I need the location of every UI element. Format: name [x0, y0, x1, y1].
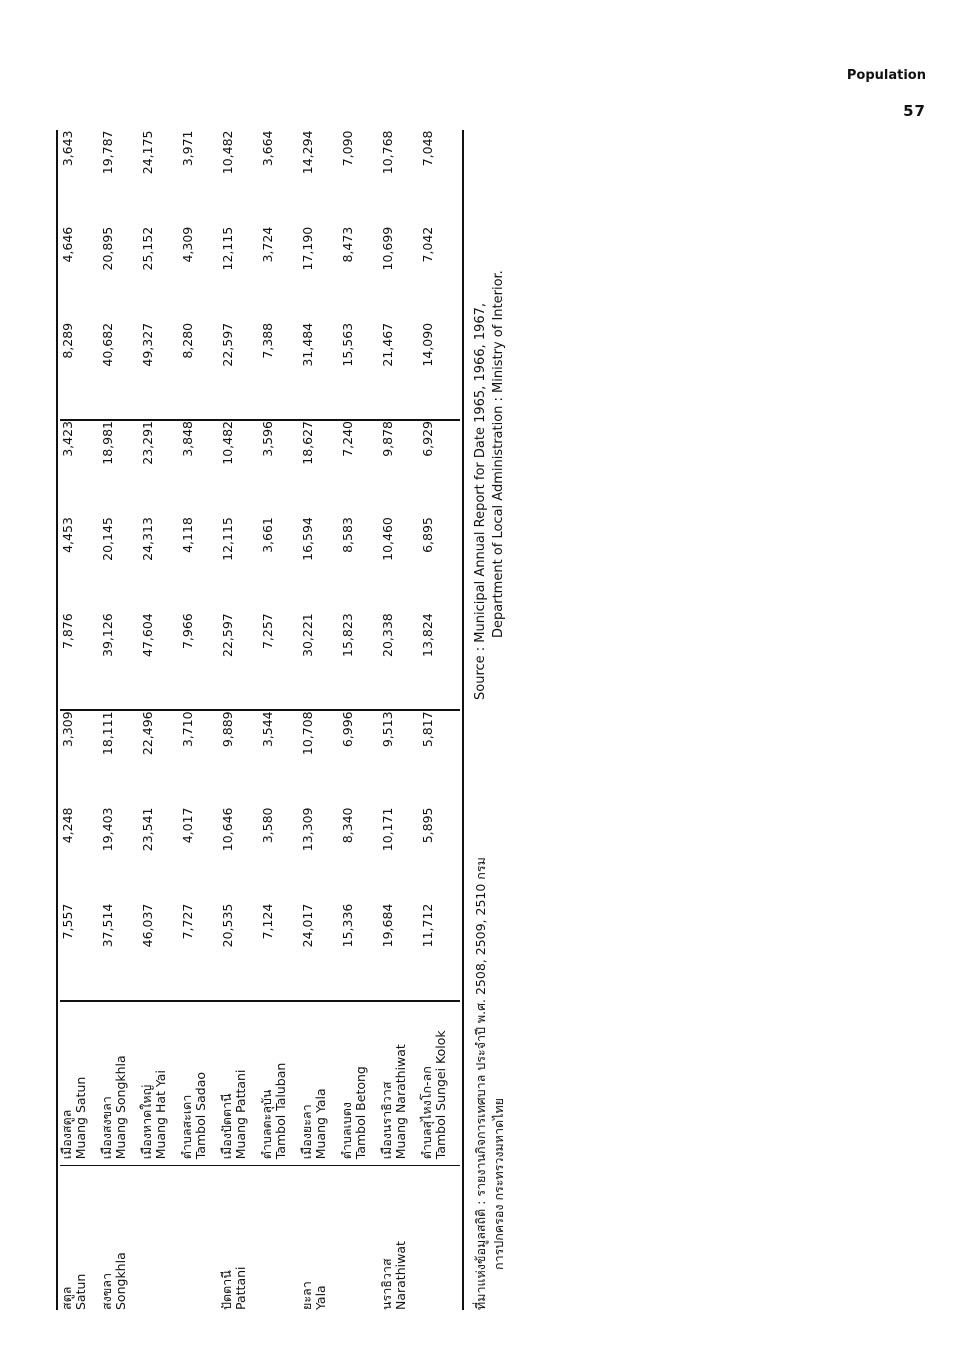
table-row	[300, 131, 340, 1311]
value-cell: 7,727	[180, 904, 220, 1001]
value-cell: 22,597	[220, 323, 260, 420]
value-cell: 15,563	[340, 323, 380, 420]
value-cell: 9,513	[380, 711, 395, 748]
value-cell: 13,309	[300, 807, 315, 852]
value-cell: 7,240	[340, 420, 355, 457]
value-cell: 6,929	[420, 420, 435, 457]
province-cell	[340, 1166, 380, 1310]
municipality-cell	[420, 1001, 460, 1166]
value-cell: 12,115	[220, 226, 235, 271]
municipality-name-thai: ตำบลสะเดา	[179, 1094, 194, 1160]
value-cell: 18,627	[300, 420, 315, 465]
value-cell: 20,535	[220, 904, 260, 1001]
value-cell: 18,981	[100, 420, 115, 465]
value-cell: 22,496	[140, 711, 155, 756]
province-cell	[420, 1166, 460, 1310]
municipality-cell	[340, 1001, 380, 1166]
value-cell: 11,712	[420, 904, 460, 1001]
page-number: 57	[903, 102, 926, 120]
value-cell: 3,580	[260, 807, 275, 844]
municipality-cell	[220, 1001, 260, 1166]
value-cell: 4,453	[60, 517, 75, 553]
province-name-thai: ปัตตานี	[219, 1270, 234, 1310]
value-cell: 12,115	[220, 517, 235, 561]
value-cell: 7,388	[260, 323, 300, 420]
value-cell: 3,544	[260, 711, 275, 748]
municipality-cell	[180, 1001, 220, 1166]
table-row	[380, 131, 420, 1311]
table-row	[420, 131, 460, 1311]
municipality-cell	[260, 1001, 300, 1166]
municipality-name-thai: เมืองนราธิวาส	[379, 1081, 394, 1160]
value-cell: 7,257	[260, 613, 300, 710]
province-cell	[60, 1166, 100, 1310]
value-cell: 7,557	[60, 904, 100, 1001]
municipality-name-thai: เมืองยะลา	[299, 1104, 314, 1160]
value-cell: 20,338	[380, 613, 420, 710]
province-cell	[300, 1166, 340, 1310]
value-cell: 49,327	[140, 323, 180, 420]
value-cell: 25,152	[140, 226, 155, 271]
province-cell	[260, 1166, 300, 1310]
value-cell: 4,118	[180, 517, 195, 553]
value-cell: 3,643	[60, 130, 75, 167]
value-cell: 3,710	[180, 711, 195, 748]
value-cell: 21,467	[380, 323, 420, 420]
value-cell: 9,878	[380, 420, 395, 457]
page-running-title: Population	[846, 68, 926, 83]
value-cell: 20,145	[100, 517, 115, 561]
municipality-cell	[140, 1001, 180, 1166]
value-cell: 8,280	[180, 323, 220, 420]
value-cell: 22,597	[220, 613, 260, 710]
value-cell: 46,037	[140, 904, 180, 1001]
province-name-english: Songkhla	[113, 1252, 128, 1310]
municipality-name-thai: เมืองสงขลา	[99, 1096, 114, 1160]
value-cell: 23,541	[140, 807, 155, 852]
value-cell: 3,423	[60, 420, 75, 457]
value-cell: 19,403	[100, 807, 115, 852]
value-cell: 7,042	[420, 226, 435, 263]
value-cell: 10,646	[220, 807, 235, 852]
value-cell: 3,664	[260, 130, 275, 167]
province-name-thai: ยะลา	[299, 1281, 314, 1310]
municipality-name-thai: เมืองปัตตานี	[219, 1093, 234, 1160]
table-row	[180, 131, 220, 1311]
municipality-cell	[380, 1001, 420, 1166]
table-row	[340, 131, 380, 1311]
value-cell: 3,848	[180, 420, 195, 457]
municipality-name-thai: เมืองหาดใหญ่	[139, 1084, 154, 1160]
source-note-thai	[472, 857, 508, 1310]
population-table	[60, 130, 460, 1310]
value-cell: 4,309	[180, 226, 195, 263]
value-cell: 30,221	[300, 613, 340, 710]
value-cell: 10,460	[380, 517, 395, 561]
municipality-name-thai: ตำบลสุไหงโก-ลก	[419, 1066, 434, 1160]
table-row	[100, 131, 140, 1311]
value-cell: 3,971	[180, 130, 195, 167]
province-cell	[140, 1166, 180, 1310]
value-cell: 10,171	[380, 807, 395, 852]
source-thai-line-2: การปกครอง กระทรวงมหาดไทย	[491, 1097, 506, 1270]
municipality-name-english: Tambol Betong	[353, 1066, 368, 1160]
province-cell	[380, 1166, 420, 1310]
value-cell: 16,594	[300, 517, 315, 561]
value-cell: 9,889	[220, 711, 235, 748]
value-cell: 31,484	[300, 323, 340, 420]
value-cell: 5,817	[420, 711, 435, 748]
province-name-english: Pattani	[233, 1266, 248, 1310]
value-cell: 47,604	[140, 613, 180, 710]
value-cell: 10,708	[300, 711, 315, 756]
province-cell	[180, 1166, 220, 1310]
value-cell: 14,294	[300, 130, 315, 175]
value-cell: 7,876	[60, 613, 100, 710]
value-cell: 20,895	[100, 226, 115, 271]
value-cell: 40,682	[100, 323, 140, 420]
value-cell: 5,895	[420, 807, 435, 844]
municipality-name-english: Tambol Sungei Kolok	[433, 1030, 448, 1160]
province-name-thai: นราธิวาส	[379, 1258, 394, 1310]
value-cell: 17,190	[300, 226, 315, 271]
province-name-thai: สงขลา	[99, 1273, 114, 1310]
value-cell: 8,289	[60, 323, 100, 420]
value-cell: 8,473	[340, 226, 355, 263]
value-cell: 10,768	[380, 130, 395, 175]
source-english-line-1: Source : Municipal Annual Report for Date 1965, 1966, 1967,	[473, 303, 488, 700]
value-cell: 4,646	[60, 226, 75, 263]
municipality-name-english: Tambol Sadao	[193, 1071, 208, 1160]
value-cell: 4,017	[180, 807, 195, 844]
value-cell: 39,126	[100, 613, 140, 710]
table-row	[260, 131, 300, 1311]
table-bottom-rule	[462, 130, 464, 1310]
value-cell: 3,309	[60, 711, 75, 748]
municipality-name-thai: ตำบลตะลุบัน	[259, 1089, 274, 1160]
municipality-cell	[100, 1001, 140, 1166]
value-cell: 19,684	[380, 904, 420, 1001]
value-cell: 10,699	[380, 226, 395, 271]
value-cell: 4,248	[60, 807, 75, 844]
province-name-english: Narathiwat	[393, 1241, 408, 1310]
province-cell	[220, 1166, 260, 1310]
table-row	[140, 131, 180, 1311]
value-cell: 7,124	[260, 904, 300, 1001]
value-cell: 23,291	[140, 420, 155, 465]
value-cell: 3,724	[260, 226, 275, 263]
source-thai-line-1: ที่มาแห่งข้อมูลสถิติ : รายงานกิจการเทศบาล ประจำปี พ.ศ. 2508, 2509, 2510 กรม	[473, 857, 488, 1310]
value-cell: 8,340	[340, 807, 355, 844]
municipality-cell	[60, 1001, 100, 1166]
value-cell: 8,583	[340, 517, 355, 553]
value-cell: 18,111	[100, 711, 115, 756]
municipality-name-english: Tambol Taluban	[273, 1062, 288, 1160]
municipality-name-english: Muang Pattani	[233, 1069, 248, 1160]
table-row	[220, 131, 260, 1311]
table-row	[60, 131, 100, 1311]
municipality-name-english: Muang Hat Yai	[153, 1070, 168, 1160]
municipality-name-thai: เมืองสตูล	[59, 1109, 74, 1160]
source-english-line-2: Department of Local Administration : Ministry of Interior.	[491, 270, 506, 638]
value-cell: 14,090	[420, 323, 460, 420]
value-cell: 6,996	[340, 711, 355, 748]
value-cell: 15,823	[340, 613, 380, 710]
municipality-name-english: Muang Yala	[313, 1088, 328, 1160]
value-cell: 3,661	[260, 517, 275, 553]
value-cell: 7,090	[340, 130, 355, 167]
value-cell: 15,336	[340, 904, 380, 1001]
municipality-name-thai: ตำบลเบตง	[339, 1102, 354, 1160]
value-cell: 24,313	[140, 517, 155, 561]
value-cell: 13,824	[420, 613, 460, 710]
table-top-rule	[56, 130, 58, 1310]
value-cell: 24,175	[140, 130, 155, 175]
municipality-name-english: Muang Satun	[73, 1076, 88, 1160]
value-cell: 10,482	[220, 420, 235, 465]
municipality-name-english: Muang Songkhla	[113, 1055, 128, 1160]
value-cell: 37,514	[100, 904, 140, 1001]
value-cell: 7,966	[180, 613, 220, 710]
value-cell: 3,596	[260, 420, 275, 457]
province-name-english: Yala	[313, 1285, 328, 1310]
value-cell: 24,017	[300, 904, 340, 1001]
province-name-thai: สตูล	[59, 1286, 74, 1310]
municipality-name-english: Muang Narathiwat	[393, 1044, 408, 1160]
value-cell: 10,482	[220, 130, 235, 175]
value-cell: 7,048	[420, 130, 435, 167]
province-name-english: Satun	[73, 1273, 88, 1310]
value-cell: 6,895	[420, 517, 435, 553]
rotated-table-block	[60, 130, 540, 1310]
municipality-cell	[300, 1001, 340, 1166]
value-cell: 19,787	[100, 130, 115, 175]
source-note-english	[472, 270, 508, 700]
province-cell	[100, 1166, 140, 1310]
